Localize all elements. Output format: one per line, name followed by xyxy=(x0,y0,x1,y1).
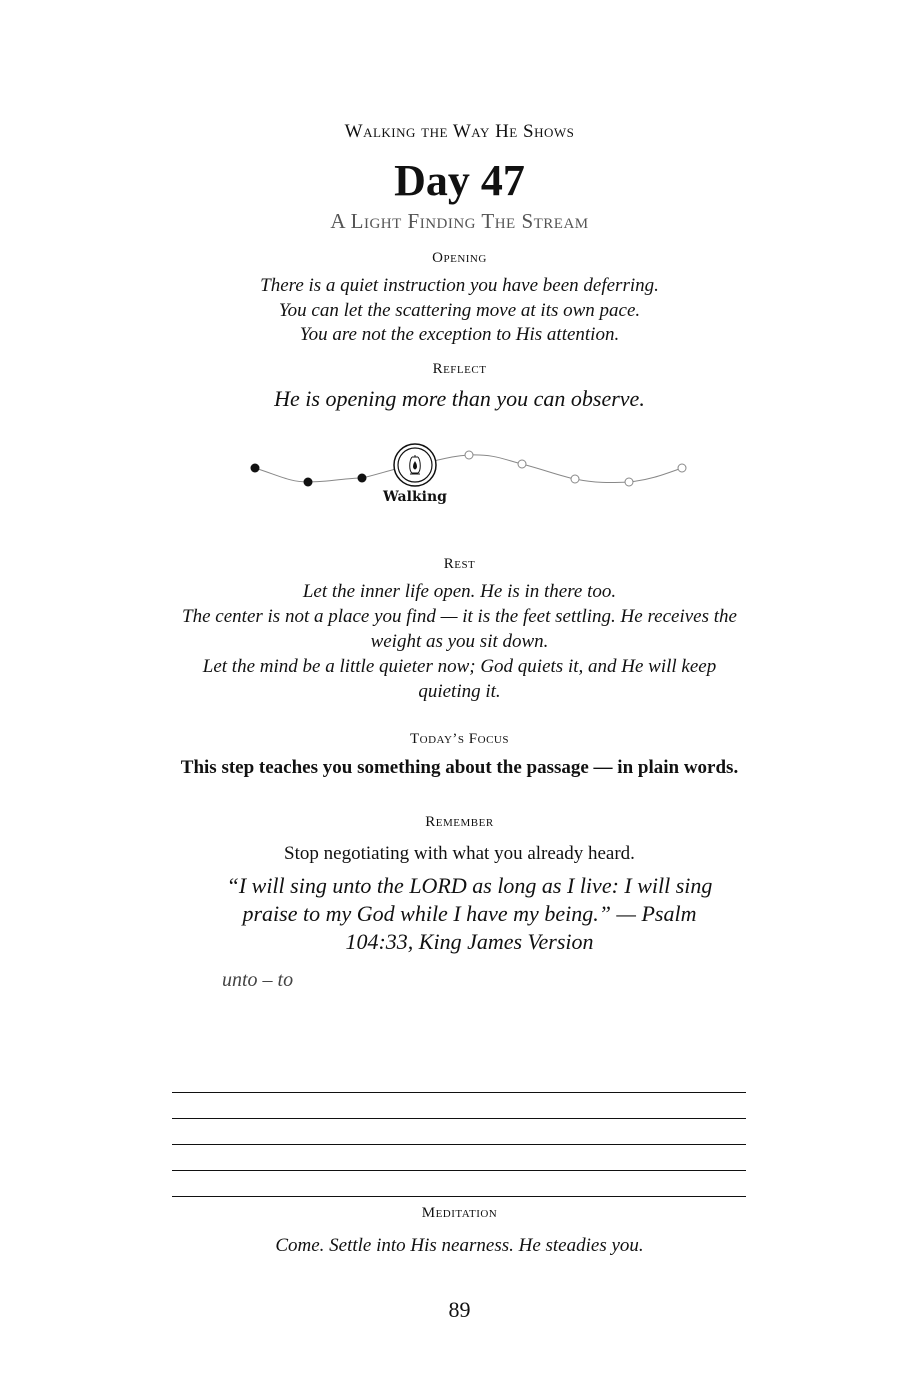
reflect-label: Reflect xyxy=(432,361,487,377)
progress-step-done xyxy=(304,478,313,487)
progress-step-done xyxy=(358,474,367,483)
rest-paragraph: The center is not a place you find — it is the feet settling. He receives the weight as you sit down. xyxy=(182,606,737,652)
progress-path xyxy=(0,430,919,520)
day-subtitle: A Light Finding The Stream xyxy=(330,209,589,233)
journal-line xyxy=(172,1144,746,1145)
progress-step-upcoming xyxy=(518,460,526,468)
progress-step-upcoming xyxy=(465,451,473,459)
word-gloss: unto – to xyxy=(222,969,294,991)
progress-step-upcoming xyxy=(571,475,579,483)
journal-line xyxy=(172,1118,746,1119)
opening-line: You are not the exception to His attention. xyxy=(299,324,620,345)
page-number: 89 xyxy=(448,1297,471,1322)
journal-line xyxy=(172,1196,746,1197)
rest-paragraph: Let the inner life open. He is in there too. xyxy=(302,581,617,602)
rest-label: Rest xyxy=(443,556,476,572)
progress-current-label: Walking xyxy=(383,489,447,505)
meditation-text: Come. Settle into His nearness. He steadies you. xyxy=(275,1235,644,1256)
progress-step-done xyxy=(251,464,260,473)
progress-step-current xyxy=(394,444,436,486)
meditation-label: Meditation xyxy=(421,1205,498,1221)
series-title: Walking the Way He Shows xyxy=(344,121,575,142)
opening-text xyxy=(0,274,919,348)
progress-step-upcoming xyxy=(625,478,633,486)
day-title: Day 47 xyxy=(394,156,525,205)
opening-label: Opening xyxy=(432,250,487,266)
focus-text: This step teaches you something about the passage — in plain words. xyxy=(180,757,739,778)
journal-line xyxy=(172,1170,746,1171)
remember-label: Remember xyxy=(425,814,494,830)
rest-text xyxy=(170,579,749,704)
rest-paragraph: Let the mind be a little quieter now; God quiets it, and He will keep quieting it. xyxy=(202,656,717,702)
scripture-verse: “I will sing unto the LORD as long as I live: I will sing praise to my God while I have my being.” — Psalm 104:33, King James Version xyxy=(226,873,713,954)
opening-line: There is a quiet instruction you have been deferring. xyxy=(260,275,659,296)
focus-label: Today’s Focus xyxy=(410,731,509,747)
reflect-text: He is opening more than you can observe. xyxy=(274,386,645,411)
opening-line: You can let the scattering move at its own pace. xyxy=(278,299,641,321)
progress-step-upcoming xyxy=(678,464,686,472)
remember-text: Stop negotiating with what you already heard. xyxy=(284,843,635,864)
journal-line xyxy=(172,1092,746,1093)
